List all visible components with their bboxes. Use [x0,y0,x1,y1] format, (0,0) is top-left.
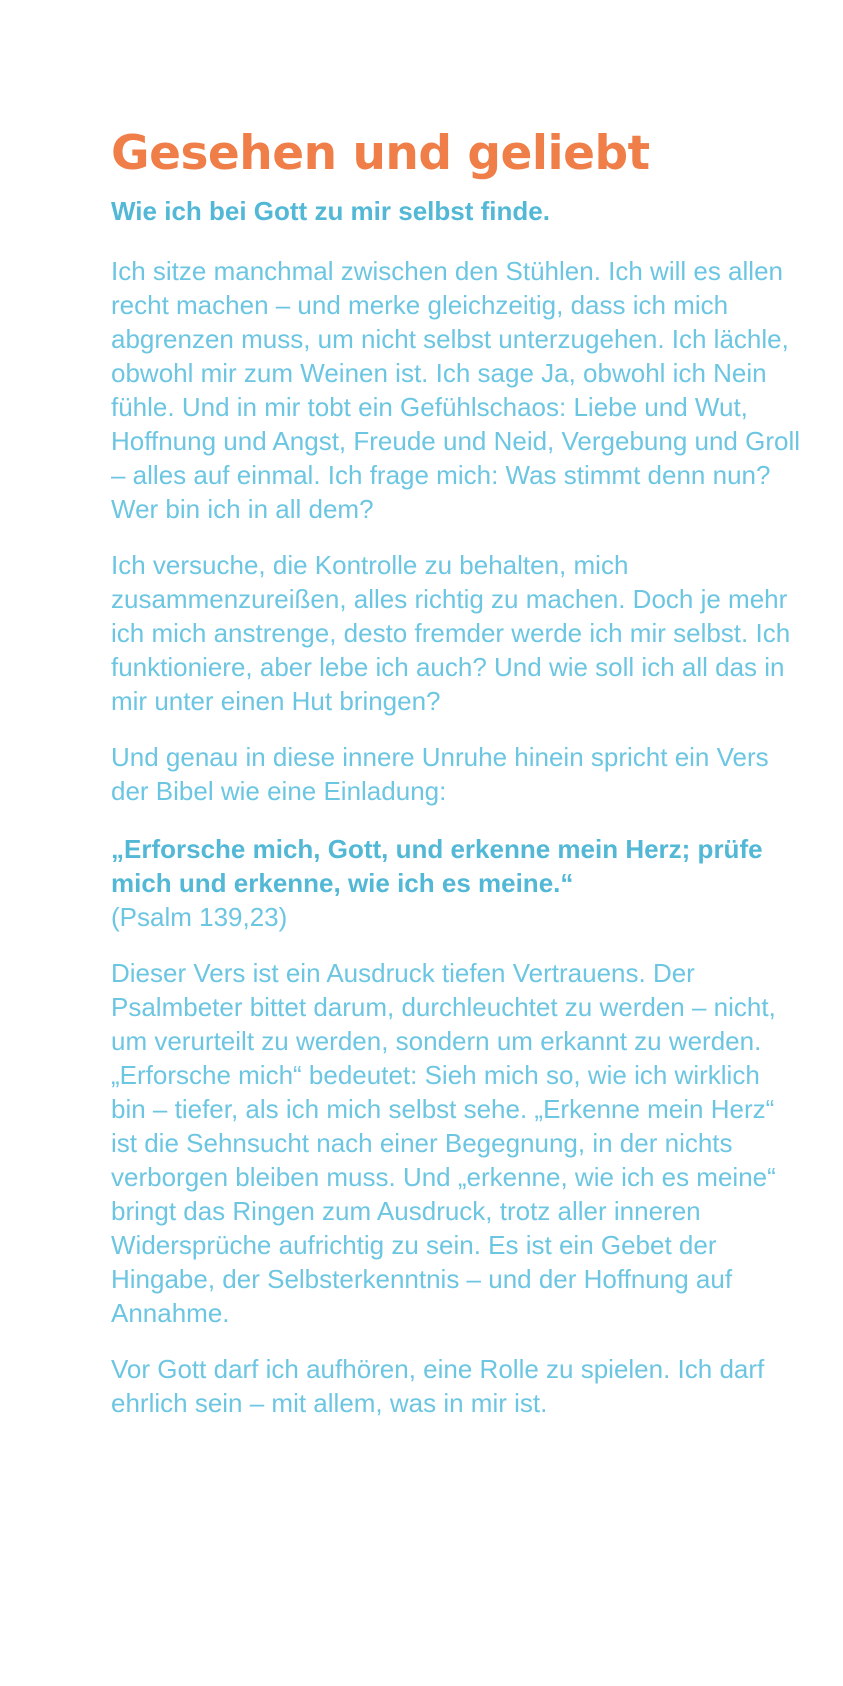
page-subtitle: Wie ich bei Gott zu mir selbst finde. [111,196,550,226]
page-title: Gesehen und geliebt [111,126,650,181]
paragraph-5: Vor Gott darf ich aufhören, eine Rolle zu spielen. Ich darf ehrlich sein – mit allem, was in mir ist. [111,1354,765,1418]
bible-quote [111,832,801,934]
paragraph-1: Ich sitze manchmal zwischen den Stühlen. Ich will es allen recht machen – und merke gleichzeitig, dass ich mich abgrenzen muss, um nicht selbst unterzugehen. Ich lächle, obwohl mir zum Weinen ist. Ich sage Ja, obwohl ich Nein fühle. Und in mir tobt ein Gefühlschaos: Liebe und Wut, Hoffnung und Angst, Freude und Neid, Vergebung und Groll – alles auf einmal. Ich frage mich: Was stimmt denn nun? Wer bin ich in all dem? [111,256,801,524]
quote-reference: (Psalm 139,23) [111,902,288,932]
paragraph-2: Ich versuche, die Kontrolle zu behalten, mich zusammenzureißen, alles richtig zu machen. Doch je mehr ich mich anstrenge, desto fremder werde ich mir selbst. Ich funktioniere, aber lebe ich auch? Und wie soll ich all das in mir unter einen Hut bringen? [111,550,791,716]
paragraph-3: Und genau in diese innere Unruhe hinein spricht ein Vers der Bibel wie eine Einladung: [111,742,769,806]
document-page [111,124,801,1420]
paragraph-4: Dieser Vers ist ein Ausdruck tiefen Vertrauens. Der Psalmbeter bittet darum, durchleuchtet zu werden – nicht, um verurteilt zu werden, sondern um erkannt zu werden. „Erforsche mich“ bedeutet: Sieh mich so, wie ich wirklich bin – tiefer, als ich mich selbst sehe. „Erkenne mein Herz“ ist die Sehnsucht nach einer Begegnung, in der nichts verborgen bleiben muss. Und „erkenne, wie ich es meine“ bringt das Ringen zum Ausdruck, trotz aller inneren Widersprüche aufrichtig zu sein. Es ist ein Gebet der Hingabe, der Selbsterkenntnis – und der Hoffnung auf Annahme. [111,958,776,1328]
quote-text: „Erforsche mich, Gott, und erkenne mein Herz; prüfe mich und erkenne, wie ich es meine.“ [111,834,763,898]
